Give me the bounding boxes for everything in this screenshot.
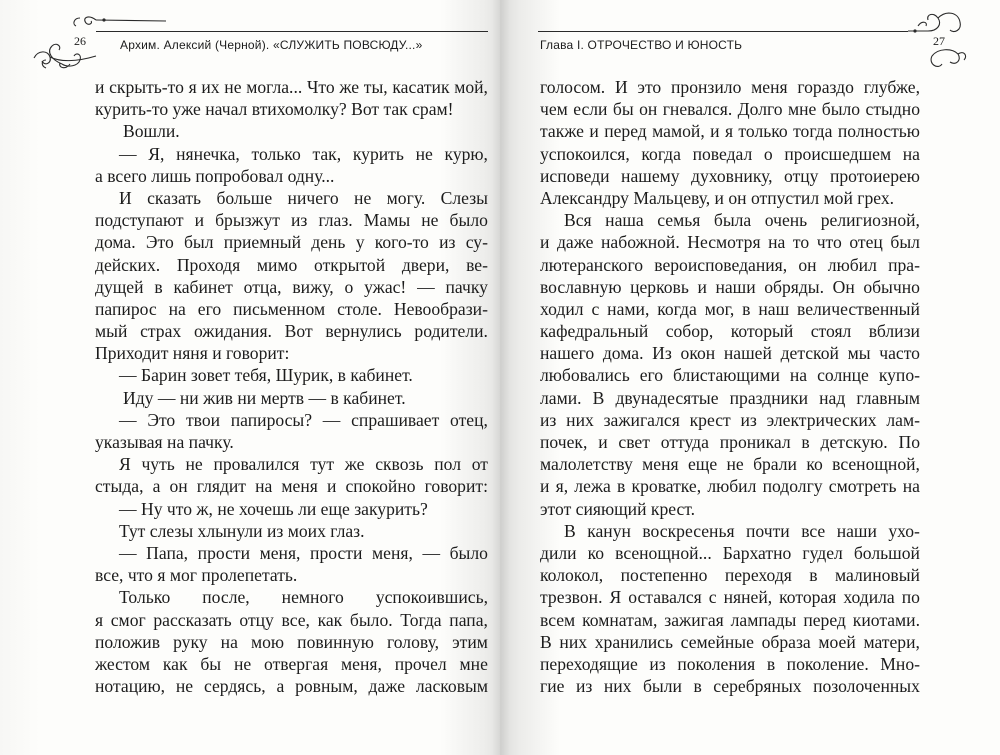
page-number: 26 bbox=[74, 34, 86, 48]
text-line: нашего дома. Из окон нашей детской мы часто bbox=[540, 343, 920, 364]
running-head: Архим. Алексий (Черной). «СЛУЖИТЬ ПОВСЮДУ...» bbox=[120, 38, 423, 52]
right-page-text bbox=[540, 76, 920, 697]
text-line: жестом как бы не отвергая меня, прочел мне bbox=[95, 653, 488, 674]
text-line: кафедральный собор, который стоял вблизи bbox=[540, 321, 920, 342]
text-line: Только после, немного успокоившись, bbox=[119, 587, 488, 608]
text-line: Вошли. bbox=[123, 121, 180, 142]
text-line: нотацию, не сердясь, а ровным, даже ласковым bbox=[95, 676, 488, 697]
text-line: и я, лежа в кроватке, любил подолгу смотреть на bbox=[540, 476, 920, 497]
text-line: Вся наша семья была очень религиозной, bbox=[564, 210, 920, 231]
text-line: малолетству меня еще не брали ко всенощной, bbox=[540, 454, 920, 475]
text-line: я смог рассказать отцу все, как было. Тогда папа, bbox=[95, 609, 488, 630]
text-line: почек, и свет оттуда проникал в детскую. По bbox=[540, 432, 920, 452]
text-line: этот сияющий крест. bbox=[540, 498, 696, 519]
header-rule bbox=[538, 31, 908, 32]
text-line: курить-то уже начал втихомолку? Вот так срам! bbox=[95, 99, 454, 120]
text-line: чем если бы он гневался. Долго мне было стыдно bbox=[540, 99, 920, 120]
text-line: из них зажигался крест из электрических лам- bbox=[540, 409, 920, 430]
text-line: дейских. Проходя мимо открытой двери, ве- bbox=[95, 254, 488, 275]
text-line: В них хранились семейные образа моей матери, bbox=[540, 631, 920, 652]
text-line: лютеранского вероисповедания, он любил пра- bbox=[540, 254, 920, 275]
text-line: — Я, нянечка, только так, курить не курю, bbox=[119, 143, 488, 164]
text-line: успокоился, когда поведал о происшедшем на bbox=[540, 143, 920, 164]
text-line: всем комнатам, зажигая лампады перед киотами. bbox=[540, 609, 920, 630]
text-line: также и перед мамой, и я только тогда полностью bbox=[540, 121, 920, 142]
text-line: стыда, а он глядит на меня и спокойно говорит: bbox=[95, 476, 488, 497]
text-line: все, что я мог пролепетать. bbox=[95, 565, 298, 586]
text-line: Приходит няня и говорит: bbox=[95, 343, 290, 364]
text-line: указывая на пачку. bbox=[95, 432, 234, 452]
left-page-text bbox=[95, 76, 488, 697]
text-line: ходил с нами, когда мог, в наш величественный bbox=[540, 298, 920, 319]
text-line: Я чуть не провалился тут же сквозь пол от bbox=[119, 454, 488, 475]
text-line: положив руку на мою повинную голову, этим bbox=[95, 631, 488, 652]
text-line: И сказать больше ничего не могу. Слезы bbox=[119, 187, 488, 208]
text-line: трезвон. Я оставался с няней, которая ходила по bbox=[540, 587, 920, 608]
text-line: колокол, постепенно переходя в малиновый bbox=[540, 565, 920, 586]
header-rule bbox=[96, 31, 488, 32]
text-line: а всего лишь попробовал одну... bbox=[95, 165, 335, 186]
text-line: — Барин зовет тебя, Шурик, в кабинет. bbox=[119, 365, 413, 386]
flourish-ornament-icon bbox=[908, 4, 970, 74]
right-page bbox=[500, 0, 1000, 755]
page-number: 27 bbox=[933, 34, 945, 48]
text-line: дили ко всенощной... Бархатно гудел большой bbox=[540, 542, 920, 563]
text-line: лами. В двунадесятые праздники над главным bbox=[540, 387, 920, 408]
text-line: — Это твои папиросы? — спрашивает отец, bbox=[119, 409, 488, 430]
text-line: мый страх ожидания. Вот вернулись родители. bbox=[95, 321, 488, 342]
text-line: Иду — ни жив ни мертв — в кабинет. bbox=[123, 387, 406, 408]
text-line: папирос на его письменном столе. Невообрази- bbox=[95, 298, 488, 319]
text-line: Александру Мальцеву, и он отпустил мой грех. bbox=[540, 187, 895, 208]
book-gutter bbox=[492, 0, 510, 755]
text-line: Тут слезы хлынули из моих глаз. bbox=[119, 520, 365, 541]
text-line: вославную церковь и наши обряды. Он обычно bbox=[540, 276, 920, 297]
text-line: и скрыть-то я их не могла... Что же ты, касатик мой, bbox=[95, 77, 488, 97]
text-line: дущей в кабинет отца, вижу, о ужас! — пачку bbox=[95, 276, 488, 297]
text-line: гие из них были в серебряных позолоченных bbox=[540, 676, 920, 697]
text-line: переходящие из поколения в поколение. Мно- bbox=[540, 653, 920, 674]
text-line: любовались его блистающими на солнце купо- bbox=[540, 365, 920, 386]
flourish-ornament-icon bbox=[30, 44, 100, 74]
running-head: Глава I. ОТРОЧЕСТВО И ЮНОСТЬ bbox=[540, 38, 743, 52]
text-line: и даже набожной. Несмотря на то что отец был bbox=[540, 232, 920, 253]
text-line: дома. Это был приемный день у кого-то из су- bbox=[95, 232, 488, 253]
text-line: исповеди нашему духовнику, отцу протоиерею bbox=[540, 165, 920, 186]
text-line: — Папа, прости меня, прости меня, — было bbox=[119, 542, 488, 563]
text-line: подступают и брызжут из глаз. Мамы не было bbox=[95, 210, 488, 231]
text-line: — Ну что ж, не хочешь ли еще закурить? bbox=[119, 498, 428, 519]
text-line: В канун воскресенья почти все наши ухо- bbox=[564, 520, 920, 541]
text-line: голосом. И это пронзило меня гораздо глубже, bbox=[540, 77, 920, 97]
